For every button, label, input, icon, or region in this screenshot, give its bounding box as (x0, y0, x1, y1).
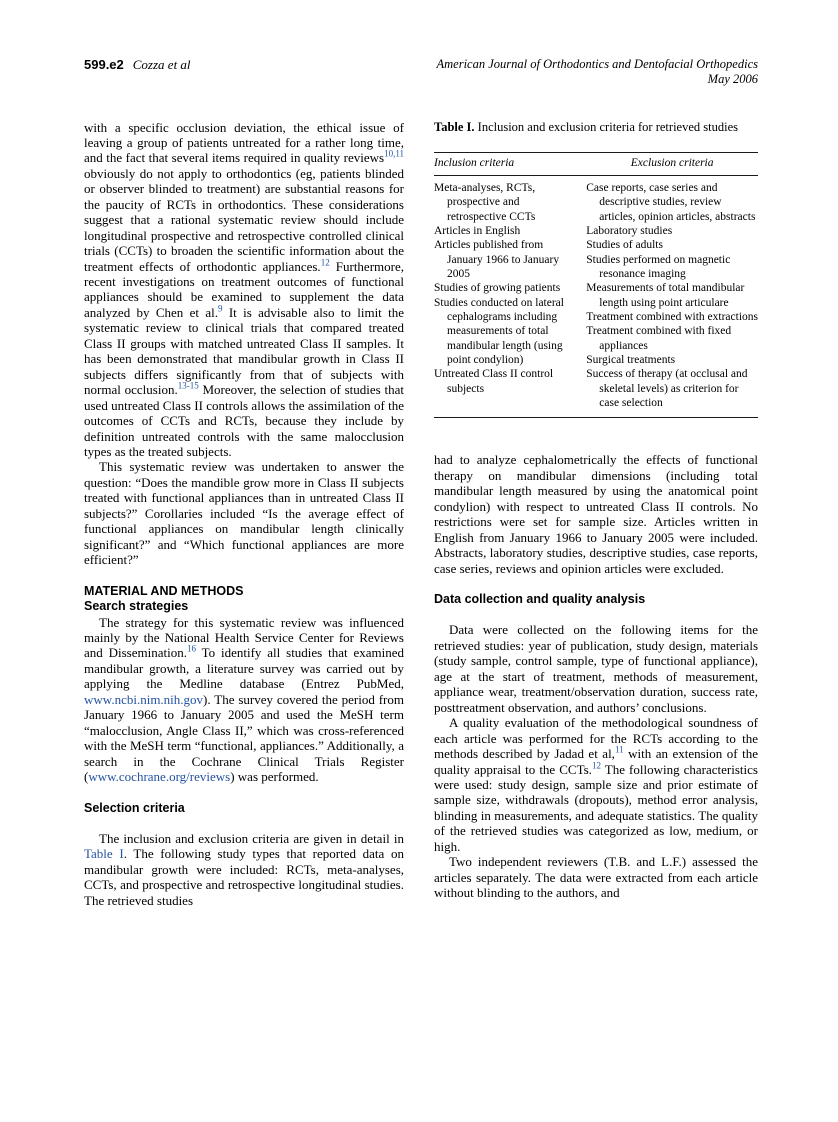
citation-reference[interactable]: 16 (186, 644, 196, 655)
text-run: The following characteristics were used: study design, sample size and prior estimate of sample size, withdrawals (dropouts), method error analysis, blinding in measurements, and adequate statistics. The quality of the retrieved studies was categorized as low, medium, or high. (434, 761, 758, 854)
subsection-heading-search-strategies: Search strategies (84, 599, 189, 614)
paragraph (434, 715, 758, 854)
paragraph (84, 831, 404, 908)
journal-title: American Journal of Orthodontics and Dentofacial Orthopedics (436, 57, 758, 71)
text-run: ). The survey covered the period from January 1966 to January 2005 and used the MeSH term “malocclusion, Angle Class II,” which was cross-referenced with the MeSH term “functional, appliances.” Additionally, a search in the Cochrane Clinical Trials Register ( (84, 691, 404, 785)
article-body (84, 120, 758, 909)
criteria-item: Studies conducted on lateral cephalograms including measurements of total mandibular length (using point condylion) (434, 296, 564, 367)
criteria-item: Surgical treatments (586, 354, 676, 367)
citation-reference[interactable]: 10,11 (384, 149, 404, 160)
hyperlink[interactable]: www.cochrane.org/reviews (88, 769, 231, 785)
left-column (84, 120, 404, 909)
text-run: Data were collected on the following items for the retrieved studies: year of publication, study design, materials (study sample, control sample, type of functional appliance), age at the start of treatment, methods of measurement, appliance wear, treatment/observation duration, success rate, posttreatment observation, and authors’ conclusions. (434, 622, 758, 715)
running-head-right (437, 57, 759, 87)
citation-reference[interactable]: 12 (591, 760, 601, 771)
criteria-item: Studies performed on magnetic resonance imaging (586, 253, 731, 280)
page-number: 599.e2 (84, 57, 124, 72)
paragraph (84, 459, 404, 567)
subsection-heading-data-collection: Data collection and quality analysis (434, 592, 646, 607)
text-run: ) was performed. (230, 769, 319, 785)
citation-reference[interactable]: 13-15 (177, 380, 199, 391)
text-run: . The following study types that reported data on mandibular growth were included: RCTs, meta-analyses, CCTs, and prospective and retrospective longitudinal studies. The retrieved studies (84, 846, 404, 908)
table-label: Table I. (434, 119, 475, 134)
inclusion-criteria-list (434, 181, 586, 411)
criteria-item: Studies of growing patients (434, 282, 561, 295)
text-run: Two independent reviewers (T.B. and L.F.) assessed the articles separately. The data were extracted from each article without blinding to the authors, and (434, 854, 758, 901)
text-run: with a specific occlusion deviation, the ethical issue of leaving a group of patients untreated for a rather long time, and the fact that several items required in quality reviews (84, 119, 404, 166)
criteria-item: Treatment combined with extractions (586, 311, 758, 323)
running-head (84, 57, 758, 87)
authors: Cozza et al (132, 57, 191, 72)
criteria-item: Studies of adults (586, 239, 663, 252)
text-run: This systematic review was undertaken to answer the question: “Does the mandible grow more in Class II subjects treated with functional appliances than in untreated Class II subjects?” Corollaries included “Is the average effect of functional appliances on mandibular length clinically significant?” and “Which functional appliances are more efficient?” (84, 459, 404, 568)
criteria-item: Case reports, case series and descriptive studies, review articles, opinion articles, abstracts (586, 181, 756, 223)
criteria-item: Untreated Class II control subjects (434, 368, 554, 395)
text-run: obviously do not apply to orthodontics (eg, patients blinded or observer blinded to treatment) are substantial reasons for the paucity of RCTs in orthodontics. These considerations suggest that a rational systematic review should include longitudinal prospective and retrospective controlled clinical trials (CCTs) to broaden the scientific information about the treatment effects of orthodontic appliances. (84, 165, 404, 274)
table-1 (434, 120, 758, 419)
citation-reference[interactable]: 12 (320, 257, 330, 268)
criteria-item: Treatment combined with fixed appliances (586, 325, 732, 352)
criteria-item: Measurements of total mandibular length using point articulare (586, 282, 745, 309)
paragraph (84, 120, 404, 460)
table-header-row (434, 153, 758, 175)
section-heading-material-and-methods: MATERIAL AND METHODS (84, 583, 244, 598)
text-run: with an extension of the quality appraisal to the CCTs. (434, 746, 758, 777)
criteria-item: Meta-analyses, RCTs, prospective and retrospective CCTs (434, 181, 536, 223)
hyperlink[interactable]: www.ncbi.nim.nih.gov (84, 691, 204, 707)
criteria-item: Success of therapy (at occlusal and skeletal levels) as criterion for case selection (586, 368, 748, 410)
hyperlink[interactable]: Table I (84, 846, 124, 862)
criteria-item: Articles published from January 1966 to January 2005 (434, 239, 560, 280)
text-run: To identify all studies that examined mandibular growth, a literature survey was carried out by applying the Medline database (Entrez PubMed, (84, 645, 404, 692)
text-run: had to analyze cephalometrically the effects of functional therapy on mandibular dimensions (including total mandibular length measured by using the anatomical point condylion) with respect to untreated Class II controls. No restrictions were set for sample size. Articles written in English from January 1966 to January 2005 were included. Abstracts, laboratory studies, descriptive studies, case reports, case series, reviews and opinion articles were excluded. (434, 452, 758, 576)
table-body (434, 176, 758, 418)
column-header-inclusion: Inclusion criteria (434, 156, 515, 169)
subsection-heading-selection-criteria: Selection criteria (84, 800, 185, 815)
text-run: Moreover, the selection of studies that used untreated Class II controls allows the assimilation of the outcomes of CCTs and RCTs, because they include by definition untreated controls with the same malocclusion types as the treated subjects. (84, 382, 404, 460)
paragraph (434, 854, 758, 900)
criteria-item: Articles in English (434, 224, 521, 237)
right-column (434, 120, 758, 909)
criteria-item: Laboratory studies (586, 224, 673, 237)
running-head-left (84, 57, 191, 73)
citation-reference[interactable]: 9 (217, 303, 223, 314)
citation-reference[interactable]: 11 (614, 744, 624, 755)
table-caption (434, 120, 758, 135)
text-run: Furthermore, recent investigations on treatment outcomes of functional appliances should be examined to supplement the data analyzed by Chen et al. (84, 258, 404, 320)
text-run: A quality evaluation of the methodological soundness of each article was performed for the RCTs according to the methods described by Jadad et al, (434, 715, 758, 762)
paragraph (434, 452, 758, 576)
text-run: The strategy for this systematic review was influenced mainly by the National Health Service Center for Reviews and Dissemination. (84, 614, 404, 661)
table-rule-bottom (434, 417, 758, 418)
column-header-exclusion: Exclusion criteria (630, 156, 714, 169)
issue-date: May 2006 (707, 71, 758, 86)
exclusion-criteria-list (586, 181, 758, 411)
text-run: The inclusion and exclusion criteria are given in detail in (99, 830, 404, 846)
table-caption-text: Inclusion and exclusion criteria for retrieved studies (474, 119, 738, 134)
paragraph (84, 615, 404, 785)
text-run: It is advisable also to limit the systematic review to clinical trials that compared treated Class II groups with matched untreated Class II samples. It has been demonstrated that mandibular growth in Class II subjects differs significantly from that of subjects with normal occlusion. (84, 304, 404, 398)
paragraph (434, 622, 758, 715)
